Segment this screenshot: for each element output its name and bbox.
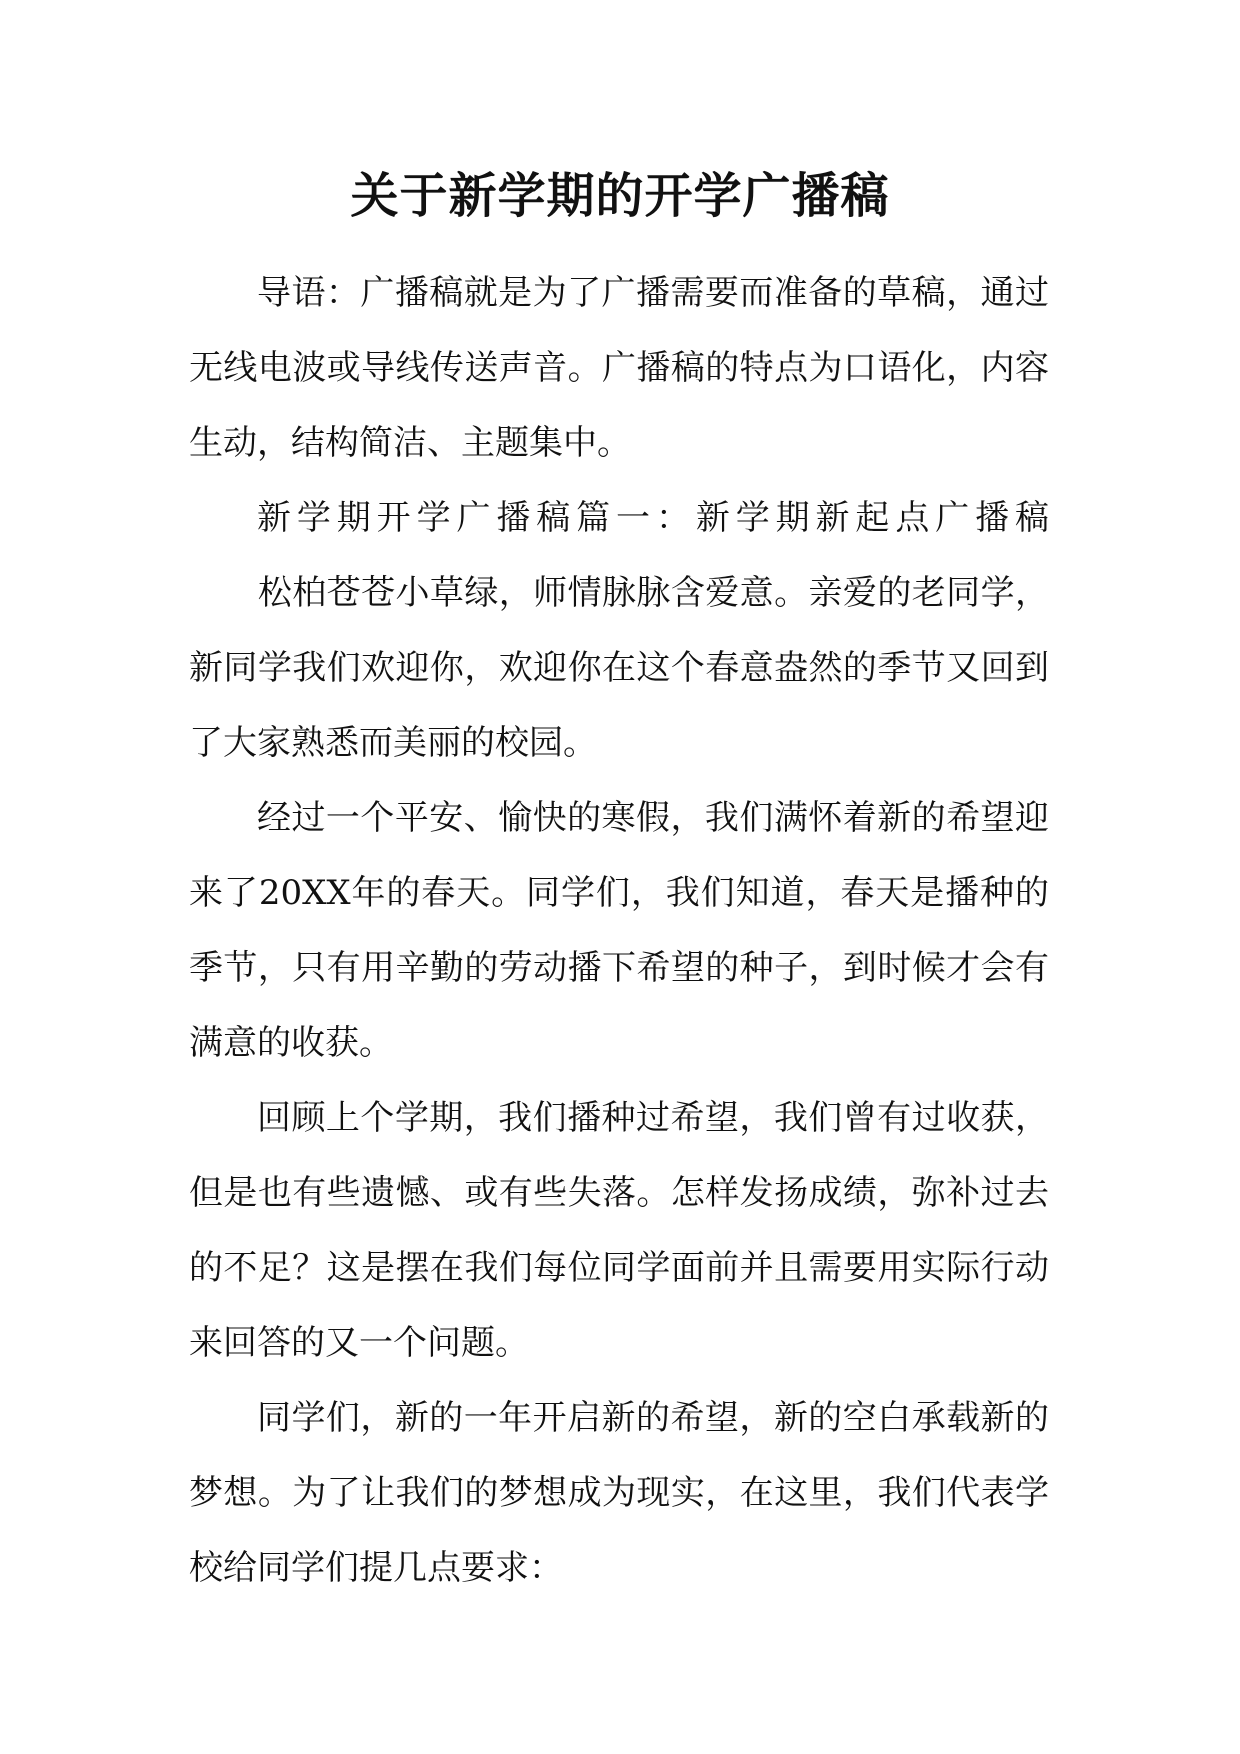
paragraph-part-one: 新学期开学广播稿篇一：新学期新起点广播稿 松柏苍苍小草绿，师情脉脉含爱意。亲爱的老同学，新同学我们欢迎你，欢迎你在这个春意盎然的季节又回到了大家熟悉而美丽的校园。 (189, 498, 1049, 763)
paragraph-requirements: 同学们，新的一年开启新的希望，新的空白承载新的梦想。为了让我们的梦想成为现实，在这里，我们代表学校给同学们提几点要求： (189, 1398, 1049, 1588)
paragraph-review: 回顾上个学期，我们播种过希望，我们曾有过收获，但是也有些遗憾、或有些失落。怎样发扬成绩，弥补过去的不足？这是摆在我们每位同学面前并且需要用实际行动来回答的又一个问题。 (189, 1098, 1049, 1363)
document-title: 关于新学期的开学广播稿 (350, 168, 890, 224)
document-body (189, 256, 1049, 1606)
paragraph-spring: 经过一个平安、愉快的寒假，我们满怀着新的希望迎来了20XX年的春天。同学们，我们知道，春天是播种的季节，只有用辛勤的劳动播下希望的种子，到时候才会有满意的收获。 (189, 798, 1049, 1063)
paragraph-intro: 导语：广播稿就是为了广播需要而准备的草稿，通过无线电波或导线传送声音。广播稿的特点为口语化，内容生动，结构简洁、主题集中。 (189, 273, 1049, 463)
